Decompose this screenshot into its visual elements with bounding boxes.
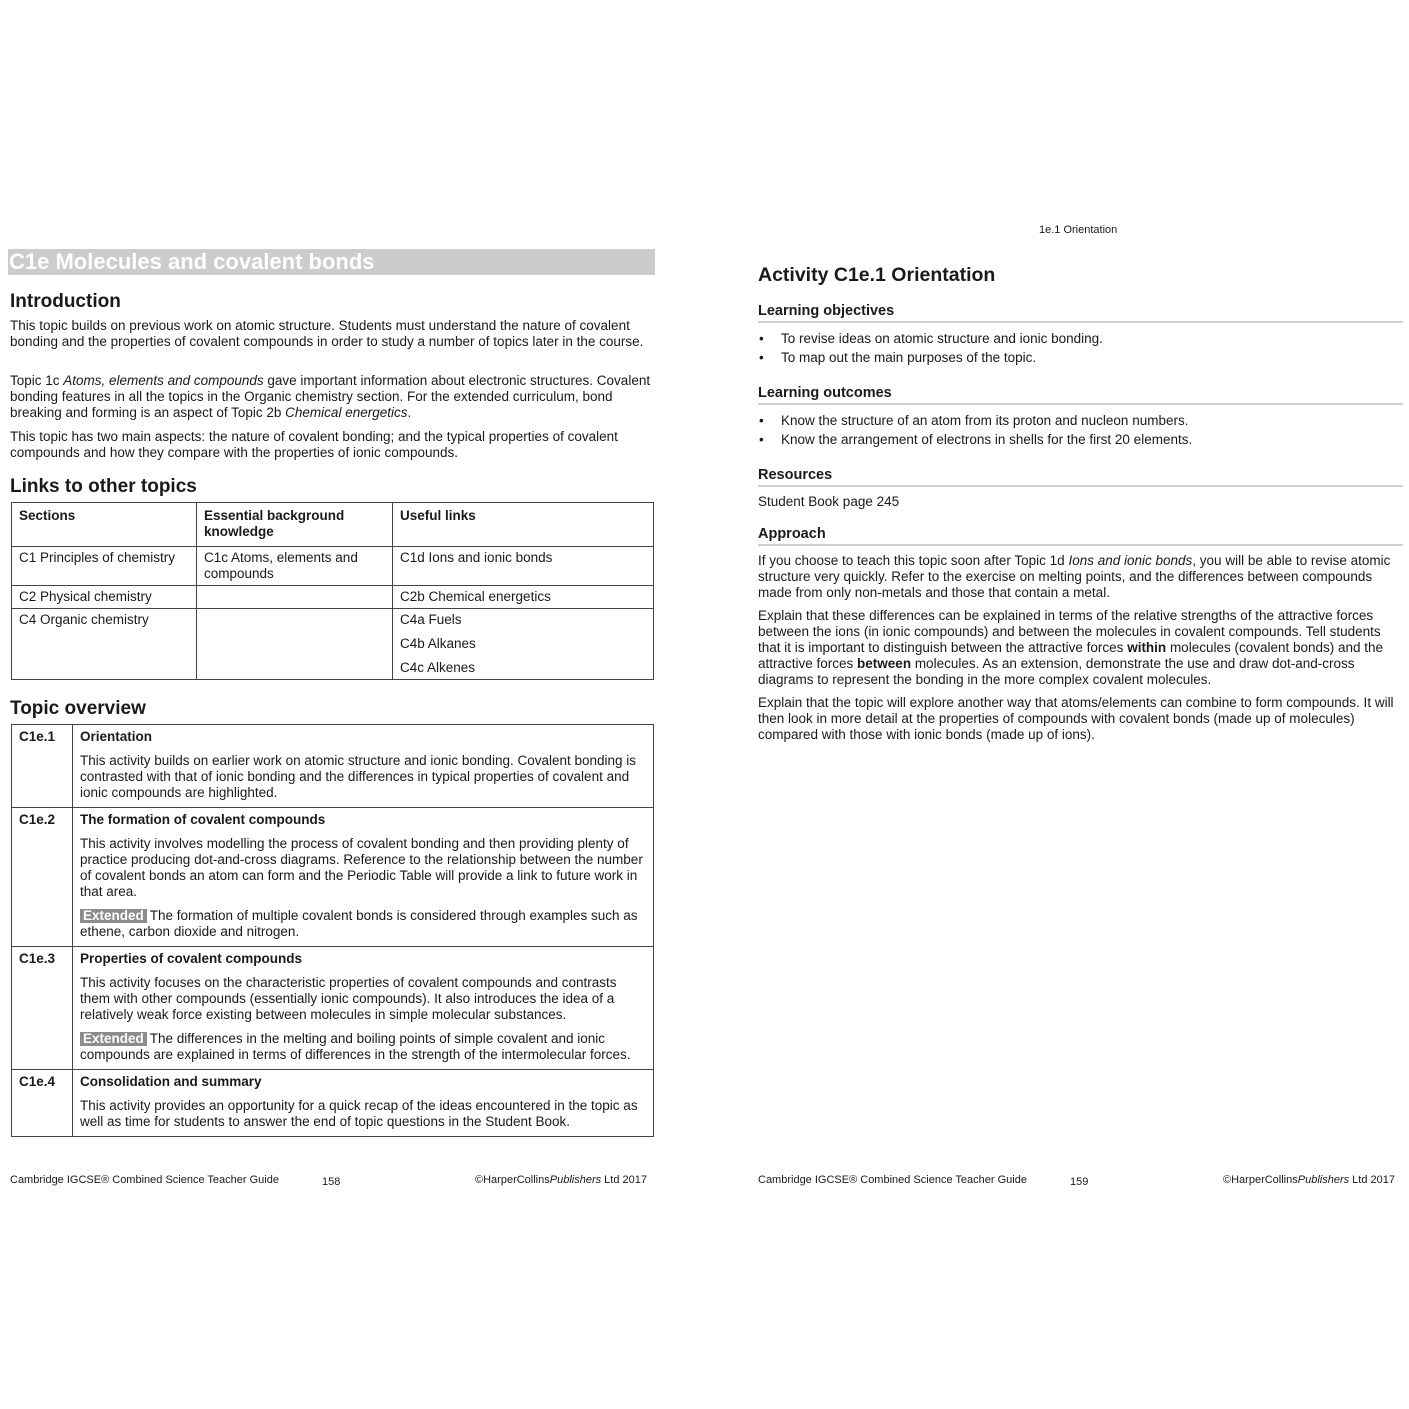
- running-head: 1e.1 Orientation: [1039, 224, 1118, 236]
- outcomes-heading: Learning outcomes: [758, 384, 1403, 405]
- activity-cell: [73, 1070, 654, 1137]
- activity-description: This activity focuses on the characteristic properties of covalent compounds and contrasts them with other compounds (essentially ionic compounds). It also introduces the idea of a relatively weak force existing between molecules in simple molecular substances.: [80, 975, 617, 1022]
- extended-badge: Extended: [80, 909, 147, 923]
- table-row: [12, 547, 654, 586]
- useful-link: C4b Alkanes: [400, 636, 476, 651]
- list-item: • To map out the main purposes of the topic.: [758, 350, 1403, 366]
- topic-reference: Chemical energetics: [285, 405, 408, 420]
- links-header-cell: Useful links: [393, 503, 654, 547]
- approach-paragraph-2: Explain that these differences can be explained in terms of the relative strengths of the attractive forces between the ions (in ionic compounds) and between the molecules in covalent compounds. Tell students that it is important to distinguish between the attractive forces within molecules (covalent bonds) and the attractive forces between molecules. As an extension, demonstrate the use and draw dot-and-cross diagrams to represent the bonding in the more complex covalent molecules.: [758, 608, 1384, 687]
- overview-heading: Topic overview: [10, 698, 146, 719]
- activity-title: Activity C1e.1 Orientation: [758, 264, 996, 286]
- activity-code: C1e.1: [12, 725, 73, 808]
- table-row: [12, 1070, 654, 1137]
- page-number: 159: [1070, 1176, 1089, 1188]
- resources-heading: Resources: [758, 466, 1403, 487]
- footer-copyright: ©HarperCollinsPublishers Ltd 2017: [475, 1174, 647, 1186]
- activity-description: This activity builds on earlier work on atomic structure and ionic bonding. Covalent bonding is contrasted with that of ionic bonding and the differences in typical properties of covalent and ionic compounds are highlighted.: [80, 753, 637, 800]
- links-header-row: [12, 503, 654, 547]
- table-cell: [197, 609, 393, 680]
- activity-code: C1e.3: [12, 947, 73, 1070]
- list-item: • To revise ideas on atomic structure and ionic bonding.: [758, 331, 1403, 347]
- objectives-heading: Learning objectives: [758, 302, 1403, 323]
- activity-code: C1e.2: [12, 808, 73, 947]
- introduction-paragraph-3: This topic has two main aspects: the nature of covalent bonding; and the typical properties of covalent compounds and how they compare with the properties of ionic compounds.: [10, 429, 618, 460]
- introduction-paragraph-1: This topic builds on previous work on atomic structure. Students must understand the nature of covalent bonding and the properties of covalent compounds in order to study a number of topics later in the course.: [10, 318, 644, 349]
- extended-note: Extended The formation of multiple covalent bonds is considered through examples such as ethene, carbon dioxide and nitrogen.: [80, 908, 638, 939]
- approach-paragraph-1: If you choose to teach this topic soon after Topic 1d Ions and ionic bonds, you will be able to revise atomic structure very quickly. Refer to the exercise on melting points, and the differences between compounds made from only non-metals and those that contain a metal.: [758, 553, 1391, 600]
- table-cell: C2b Chemical energetics: [393, 586, 654, 609]
- topic-reference: Atoms, elements and compounds: [63, 373, 264, 388]
- links-table: [11, 502, 654, 680]
- table-cell: C1d Ions and ionic bonds: [393, 547, 654, 586]
- table-cell: [197, 586, 393, 609]
- useful-link: C4a Fuels: [400, 612, 462, 627]
- overview-table: [11, 724, 654, 1137]
- table-cell: [393, 609, 654, 680]
- table-row: [12, 586, 654, 609]
- approach-paragraph-3: Explain that the topic will explore another way that atoms/elements can combine to form compounds. It will then look in more detail at the properties of compounds with covalent bonds (made up of molecules) compared with those with ionic bonds (made up of ions).: [758, 695, 1394, 742]
- table-row: [12, 725, 654, 808]
- footer-copyright: ©HarperCollinsPublishers Ltd 2017: [1223, 1174, 1395, 1186]
- extended-note: Extended The differences in the melting and boiling points of simple covalent and ionic compounds are explained in terms of differences in the strength of the intermolecular forces.: [80, 1031, 631, 1062]
- activity-cell: [73, 947, 654, 1070]
- introduction-paragraph-2: Topic 1c Atoms, elements and compounds gave important information about electronic structures. Covalent bonding features in all the topics in the Organic chemistry section. For the extended curriculum, bond breaking and forming is an aspect of Topic 2b Chemical energetics.: [10, 373, 651, 420]
- list-item: • Know the arrangement of electrons in shells for the first 20 elements.: [758, 432, 1403, 448]
- activity-cell: [73, 725, 654, 808]
- table-cell: C2 Physical chemistry: [12, 586, 197, 609]
- activity-title: Orientation: [80, 729, 153, 744]
- chapter-title: C1e Molecules and covalent bonds: [9, 249, 375, 274]
- activity-cell: [73, 808, 654, 947]
- approach-heading: Approach: [758, 525, 1403, 546]
- activity-description: This activity involves modelling the process of covalent bonding and then providing plenty of practice producing dot-and-cross diagrams. Reference to the relationship between the number of covalent bonds an atom can form and the Periodic Table will provide a link to future work in that area.: [80, 836, 643, 899]
- table-row: [12, 808, 654, 947]
- table-cell: C4 Organic chemistry: [12, 609, 197, 680]
- footer-guide-title: Cambridge IGCSE® Combined Science Teacher Guide: [758, 1174, 1027, 1186]
- links-header-cell: Essential background knowledge: [197, 503, 393, 547]
- footer-guide-title: Cambridge IGCSE® Combined Science Teacher Guide: [10, 1174, 279, 1186]
- links-heading: Links to other topics: [10, 476, 197, 497]
- activity-title: Properties of covalent compounds: [80, 951, 303, 966]
- links-header-cell: Sections: [12, 503, 197, 547]
- outcomes-list: [758, 413, 1403, 451]
- table-row: [12, 609, 654, 680]
- introduction-heading: Introduction: [10, 291, 121, 312]
- chapter-banner: [8, 249, 655, 275]
- activity-title: Consolidation and summary: [80, 1074, 262, 1089]
- activity-code: C1e.4: [12, 1070, 73, 1137]
- page-number: 158: [322, 1176, 341, 1188]
- resources-text: Student Book page 245: [758, 494, 900, 509]
- table-cell: C1 Principles of chemistry: [12, 547, 197, 586]
- useful-link: C4c Alkenes: [400, 660, 476, 675]
- activity-description: This activity provides an opportunity for a quick recap of the ideas encountered in the topic as well as time for students to answer the end of topic questions in the Student Book.: [80, 1098, 638, 1129]
- table-cell: C1c Atoms, elements and compounds: [197, 547, 393, 586]
- topic-reference: Ions and ionic bonds: [1068, 553, 1193, 568]
- table-row: [12, 947, 654, 1070]
- list-item: • Know the structure of an atom from its proton and nucleon numbers.: [758, 413, 1403, 429]
- extended-badge: Extended: [80, 1032, 147, 1046]
- activity-title: The formation of covalent compounds: [80, 812, 326, 827]
- objectives-list: [758, 331, 1403, 369]
